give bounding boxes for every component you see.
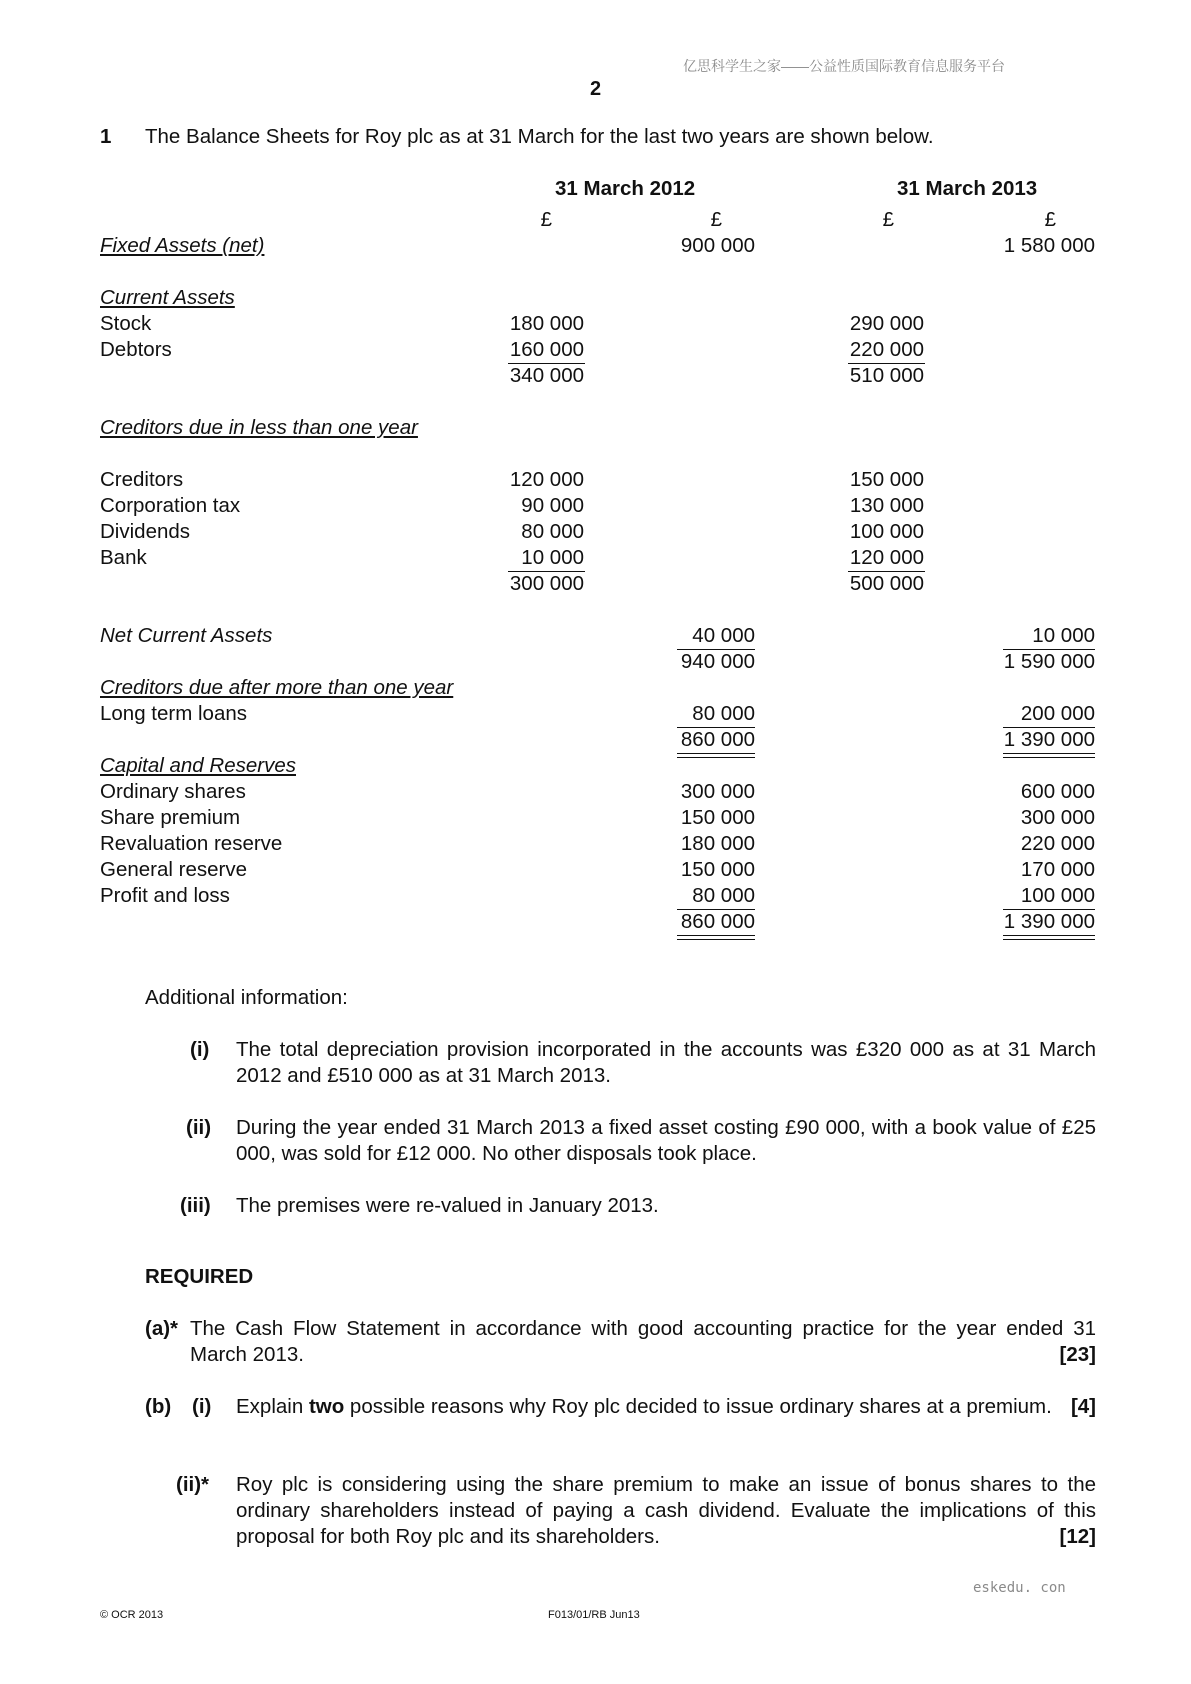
dividends-2012: 80 000 bbox=[521, 520, 584, 543]
share-premium-label: Share premium bbox=[100, 806, 241, 829]
watermark-top: 亿思科学生之家——公益性质国际教育信息服务平台 bbox=[683, 58, 1005, 74]
heading-2013: 31 March 2013 bbox=[897, 177, 1038, 200]
fixed-assets-2012: 900 000 bbox=[680, 234, 755, 257]
watermark-bottom: eskedu. con bbox=[973, 1580, 1066, 1596]
creditors-short-total-2013: 500 000 bbox=[849, 572, 924, 595]
debtors-2012: 160 000 bbox=[509, 338, 584, 361]
debtors-2013: 220 000 bbox=[849, 338, 924, 361]
dividends-label: Dividends bbox=[100, 520, 191, 543]
revaluation-reserve-label: Revaluation reserve bbox=[100, 832, 283, 855]
ordinary-shares-label: Ordinary shares bbox=[100, 780, 246, 803]
drule-na-2013 bbox=[1003, 753, 1095, 758]
stock-label: Stock bbox=[100, 312, 152, 335]
drule-na-2012 bbox=[677, 753, 755, 758]
ordinary-shares-2013: 600 000 bbox=[1020, 780, 1095, 803]
footer-copyright: © OCR 2013 bbox=[100, 1609, 164, 1621]
additional-item-ii-text: During the year ended 31 March 2013 a fixed asset costing £90 000, with a book value of £25 000, was sold for £12 000. No other disposals took place. bbox=[236, 1116, 1096, 1165]
bank-label: Bank bbox=[100, 546, 147, 569]
drule-cap-2012 bbox=[677, 935, 755, 940]
corporation-tax-label: Corporation tax bbox=[100, 494, 241, 517]
capital-total-2012: 860 000 bbox=[680, 910, 755, 933]
required-b-i bbox=[236, 1394, 1096, 1420]
additional-heading: Additional information: bbox=[145, 986, 348, 1009]
share-premium-2013: 300 000 bbox=[1020, 806, 1095, 829]
question-intro: The Balance Sheets for Roy plc as at 31 March for the last two years are shown below. bbox=[145, 125, 934, 148]
creditors-short-total-2012: 300 000 bbox=[509, 572, 584, 595]
profit-loss-2013: 100 000 bbox=[1020, 884, 1095, 907]
required-b-i-pre: Explain bbox=[236, 1395, 309, 1418]
net-assets-2012: 860 000 bbox=[680, 728, 755, 751]
profit-loss-2012: 80 000 bbox=[692, 884, 755, 907]
required-b-i-num: (i) bbox=[192, 1395, 212, 1418]
profit-loss-label: Profit and loss bbox=[100, 884, 230, 907]
long-term-loans-2013: 200 000 bbox=[1020, 702, 1095, 725]
net-current-assets-2012: 40 000 bbox=[692, 624, 755, 647]
general-reserve-2012: 150 000 bbox=[680, 858, 755, 881]
creditors-2012: 120 000 bbox=[509, 468, 584, 491]
required-heading: REQUIRED bbox=[145, 1265, 254, 1288]
currency-c3: £ bbox=[882, 208, 894, 231]
general-reserve-label: General reserve bbox=[100, 858, 247, 881]
general-reserve-2013: 170 000 bbox=[1020, 858, 1095, 881]
revaluation-reserve-2012: 180 000 bbox=[680, 832, 755, 855]
required-a-text: The Cash Flow Statement in accordance with good accounting practice for the year ended 31 March 2013. bbox=[190, 1317, 1096, 1366]
net-current-assets-2013: 10 000 bbox=[1032, 624, 1095, 647]
subtotal-2013: 1 590 000 bbox=[1003, 650, 1095, 673]
capital-label: Capital and Reserves bbox=[100, 754, 296, 777]
subtotal-2012: 940 000 bbox=[680, 650, 755, 673]
creditors-2013: 150 000 bbox=[849, 468, 924, 491]
creditors-long-label: Creditors due after more than one year bbox=[100, 676, 454, 699]
fixed-assets-2013: 1 580 000 bbox=[1003, 234, 1095, 257]
dividends-2013: 100 000 bbox=[849, 520, 924, 543]
required-b-i-bold: two bbox=[308, 1395, 345, 1418]
required-b-ii-marks: [12] bbox=[1059, 1525, 1096, 1548]
stock-2012: 180 000 bbox=[509, 312, 584, 335]
fixed-assets-label: Fixed Assets (net) bbox=[100, 234, 265, 257]
bank-2013: 120 000 bbox=[849, 546, 924, 569]
required-b-num: (b) bbox=[145, 1395, 172, 1418]
required-a-marks: [23] bbox=[1059, 1343, 1096, 1366]
currency-c2: £ bbox=[710, 208, 722, 231]
required-b-i-post: possible reasons why Roy plc decided to issue ordinary shares at a premium. bbox=[344, 1395, 1052, 1418]
question-number: 1 bbox=[100, 125, 112, 148]
creditors-label: Creditors bbox=[100, 468, 184, 491]
net-assets-2013: 1 390 000 bbox=[1003, 728, 1095, 751]
debtors-label: Debtors bbox=[100, 338, 172, 361]
page-number: 2 bbox=[590, 78, 602, 100]
additional-item-iii-num: (iii) bbox=[180, 1194, 211, 1217]
currency-c1: £ bbox=[540, 208, 552, 231]
stock-2013: 290 000 bbox=[849, 312, 924, 335]
current-assets-total-2013: 510 000 bbox=[849, 364, 924, 387]
required-b-i-marks: [4] bbox=[1070, 1395, 1096, 1418]
current-assets-label: Current Assets bbox=[100, 286, 235, 309]
capital-total-2013: 1 390 000 bbox=[1003, 910, 1095, 933]
additional-item-iii-text: The premises were re-valued in January 2013. bbox=[236, 1194, 659, 1217]
long-term-loans-label: Long term loans bbox=[100, 702, 248, 725]
required-a-num: (a)* bbox=[145, 1317, 179, 1340]
revaluation-reserve-2013: 220 000 bbox=[1020, 832, 1095, 855]
required-b-ii bbox=[236, 1472, 1096, 1550]
ordinary-shares-2012: 300 000 bbox=[680, 780, 755, 803]
currency-c4: £ bbox=[1044, 208, 1056, 231]
required-a bbox=[190, 1316, 1096, 1368]
additional-item-i-text: The total depreciation provision incorporated in the accounts was £320 000 as at 31 March 2012 and £510 000 as at 31 March 2013. bbox=[236, 1038, 1096, 1087]
additional-item-ii-num: (ii) bbox=[186, 1116, 212, 1139]
net-current-assets-label: Net Current Assets bbox=[100, 624, 273, 647]
share-premium-2012: 150 000 bbox=[680, 806, 755, 829]
footer-code: F013/01/RB Jun13 bbox=[548, 1609, 640, 1621]
drule-cap-2013 bbox=[1003, 935, 1095, 940]
corporation-tax-2013: 130 000 bbox=[849, 494, 924, 517]
bank-2012: 10 000 bbox=[521, 546, 584, 569]
long-term-loans-2012: 80 000 bbox=[692, 702, 755, 725]
required-b-ii-text: Roy plc is considering using the share premium to make an issue of bonus shares to the ordinary shareholders instead of paying a cash dividend. Evaluate the implications of this proposal for both Roy plc and its shareholders. bbox=[236, 1473, 1096, 1548]
required-b-ii-num: (ii)* bbox=[176, 1473, 210, 1496]
heading-2012: 31 March 2012 bbox=[555, 177, 696, 200]
corporation-tax-2012: 90 000 bbox=[521, 494, 584, 517]
creditors-short-label: Creditors due in less than one year bbox=[100, 416, 418, 439]
current-assets-total-2012: 340 000 bbox=[509, 364, 584, 387]
additional-item-i-num: (i) bbox=[190, 1038, 210, 1061]
